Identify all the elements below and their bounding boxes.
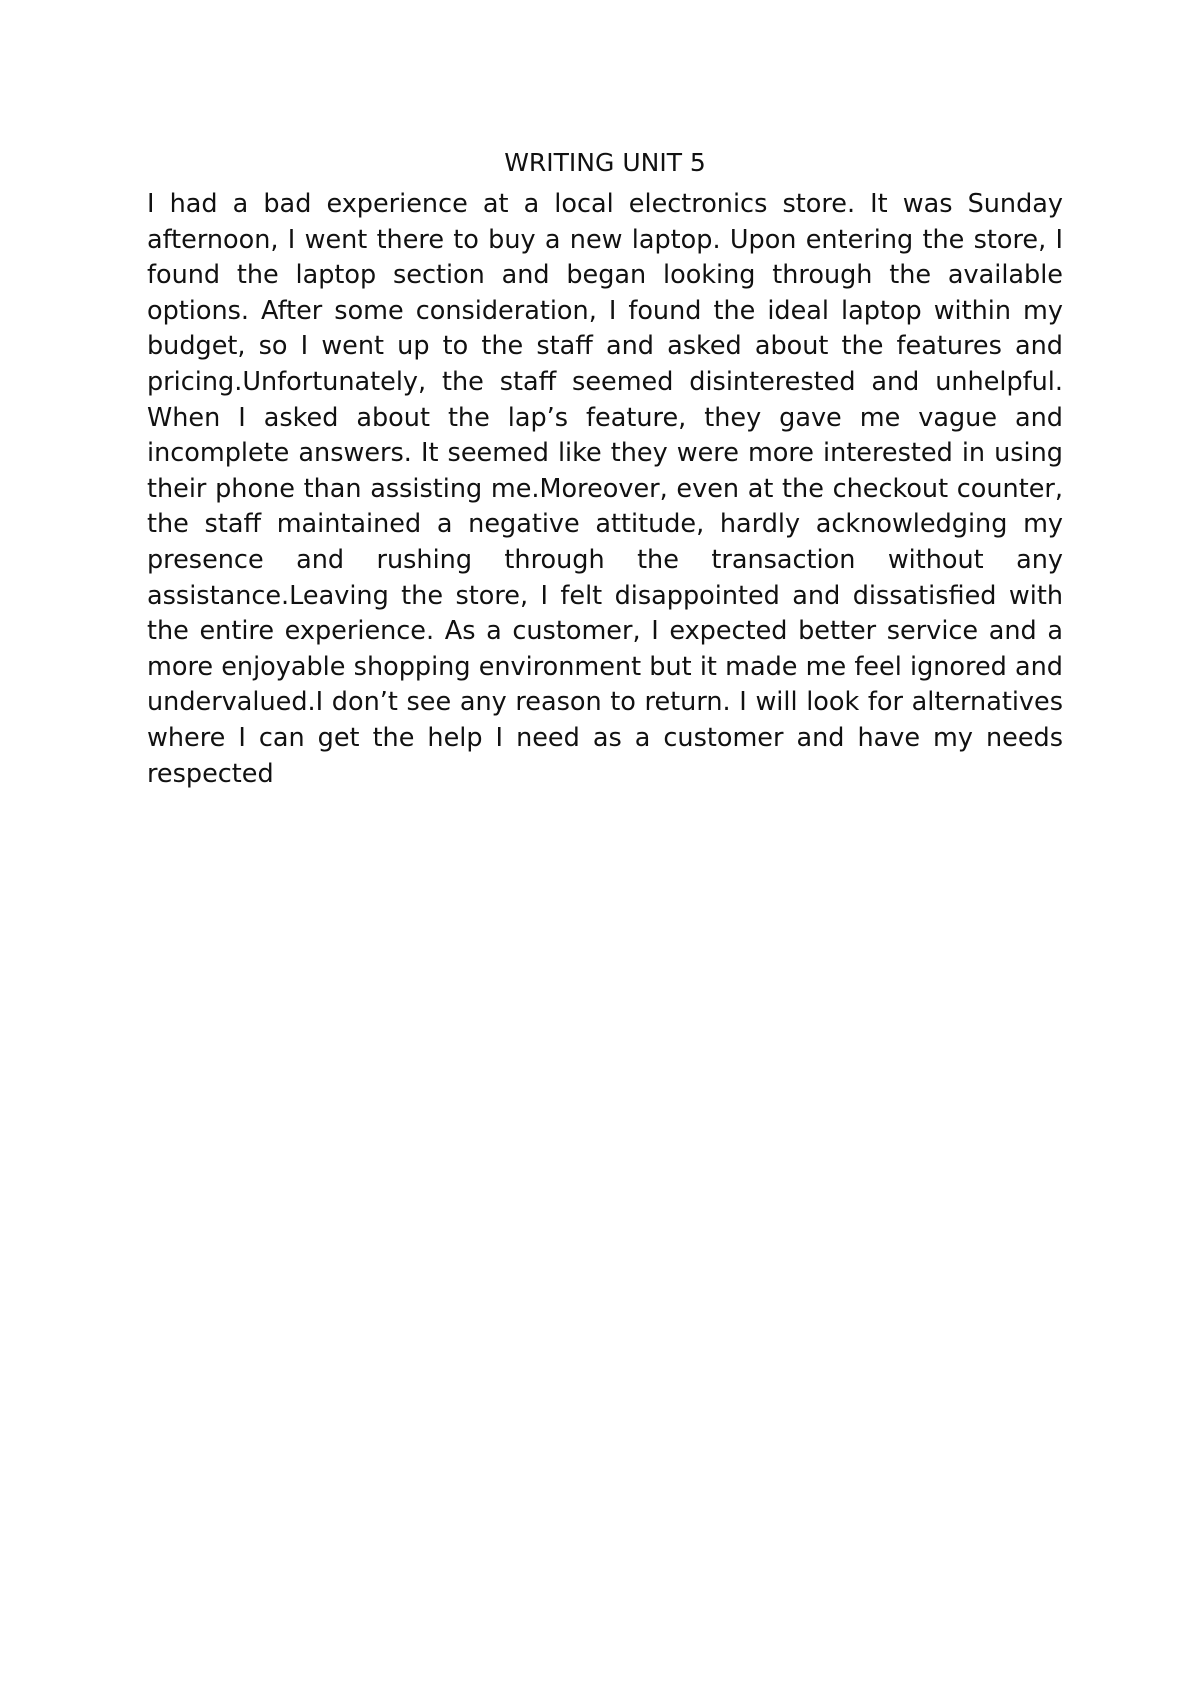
document-content — [147, 146, 1063, 792]
document-title: WRITING UNIT 5 — [504, 148, 706, 177]
document-paragraph: I had a bad experience at a local electronics store. It was Sunday afternoon, I went there to buy a new laptop. Upon entering the store, I found the laptop section and began looking through the available options. After some consideration, I found the ideal laptop within my budget, so I went up to the staff and asked about the features and pricing.Unfortunately, the staff seemed disinterested and unhelpful. When I asked about the lap’s feature, they gave me vague and incomplete answers. It seemed like they were more interested in using their phone than assisting me.Moreover, even at the checkout counter, the staff maintained a negative attitude, hardly acknowledging my presence and rushing through the transaction without any assistance.Leaving the store, I felt disappointed and dissatisfied with the entire experience. As a customer, I expected better service and a more enjoyable shopping environment but it made me feel ignored and undervalued.I don’t see any reason to return. I will look for alternatives where I can get the help I need as a customer and have my needs respected — [147, 189, 1063, 789]
